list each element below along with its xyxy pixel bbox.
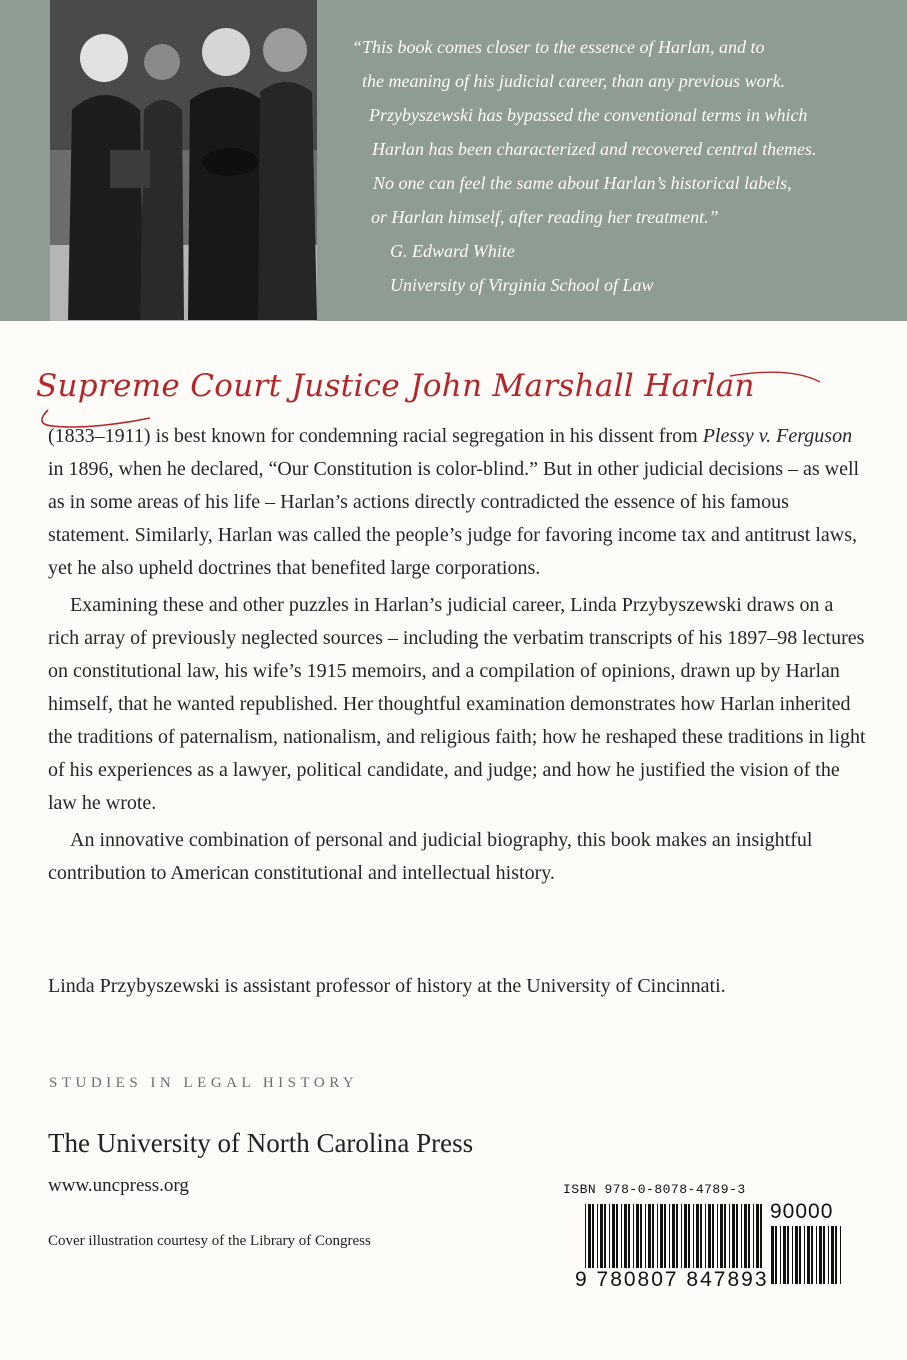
photo-illustration xyxy=(50,0,317,321)
book-description xyxy=(48,420,868,890)
paragraph-text: (1833–1911) is best known for condemning racial segregation in his dissent from xyxy=(48,425,703,447)
description-paragraph-3: An innovative combination of personal and judicial biography, this book makes an insightful contribution to American constitutional and intellectual history. xyxy=(48,829,813,884)
barcode-bar xyxy=(828,1226,829,1284)
barcode-bar xyxy=(799,1226,801,1284)
case-name: Plessy v. Ferguson xyxy=(702,425,853,447)
barcode-bar xyxy=(787,1226,789,1284)
cover-photo xyxy=(50,0,317,321)
publisher-name: The University of North Carolina Press xyxy=(48,1128,474,1158)
quote-line: Harlan has been characterized and recovered central themes. xyxy=(372,139,817,159)
isbn-barcode xyxy=(563,1182,881,1302)
quote-attribution-affiliation: University of Virginia School of Law xyxy=(390,275,654,295)
cover-credit: Cover illustration courtesy of the Library of Congress xyxy=(48,1233,371,1249)
paragraph-text: in 1896, when he declared, “Our Constitution is color-blind.” But in other judicial decisions – as well as in some areas of his life – Harlan’s actions directly contradicted the essence of his famous statement. Similarly, Harlan was called the people’s judge for favoring income tax and antitrust laws, yet he also upheld doctrines that benefited large corporations. xyxy=(48,458,860,579)
ean-digits: 9 780807 847893 xyxy=(575,1268,769,1291)
barcode-bar xyxy=(783,1226,786,1284)
barcode-bar xyxy=(795,1226,798,1284)
barcode-bar xyxy=(807,1226,810,1284)
description-paragraph-2: Examining these and other puzzles in Harlan’s judicial career, Linda Przybyszewski draws on a rich array of previously neglected sources – including the verbatim transcripts of his 1897–98 lectures on constitutional law, his wife’s 1915 memoirs, and a compilation of opinions, drawn up by Harlan himself, that he wanted republished. Her thoughtful examination demonstrates how Harlan inherited the traditions of paternalism, nationalism, and religious faith; how he reshaped these traditions in light of his experiences as a lawyer, political candidate, and judge; and how he justified the vision of the law he wrote. xyxy=(48,594,866,814)
quote-line: “This book comes closer to the essence of Harlan, and to xyxy=(352,37,765,57)
barcode-bar xyxy=(804,1226,805,1284)
barcode-bar xyxy=(831,1226,834,1284)
supplemental-barcode-bars xyxy=(771,1226,843,1284)
quote-attribution-name: G. Edward White xyxy=(390,241,515,261)
script-title: Supreme Court Justice John Marshall Harlan xyxy=(36,368,755,404)
barcode-bar xyxy=(840,1226,841,1284)
barcode-bar xyxy=(823,1226,825,1284)
quote-line: Przybyszewski has bypassed the conventional terms in which xyxy=(369,105,808,125)
quote-line: No one can feel the same about Harlan’s historical labels, xyxy=(373,173,792,193)
series-name: STUDIES IN LEGAL HISTORY xyxy=(49,1075,359,1091)
barcode-bar xyxy=(771,1226,774,1284)
barcode-bar xyxy=(792,1226,793,1284)
price-code: 90000 xyxy=(770,1200,834,1223)
barcode-bar xyxy=(811,1226,813,1284)
barcode-bar xyxy=(819,1226,822,1284)
barcode-bar xyxy=(780,1226,781,1284)
quote-line: or Harlan himself, after reading her treatment.” xyxy=(371,207,719,227)
barcode-bar xyxy=(816,1226,817,1284)
author-bio: Linda Przybyszewski is assistant professor of history at the University of Cincinnati. xyxy=(48,975,726,997)
description-paragraph-1 xyxy=(48,420,868,585)
barcode-bar xyxy=(775,1226,777,1284)
barcode-bar xyxy=(835,1226,837,1284)
endorsement-quote xyxy=(340,30,890,302)
isbn-label: ISBN 978-0-8078-4789-3 xyxy=(563,1182,746,1197)
quote-line: the meaning of his judicial career, than any previous work. xyxy=(362,71,786,91)
publisher-url[interactable]: www.uncpress.org xyxy=(48,1175,189,1196)
